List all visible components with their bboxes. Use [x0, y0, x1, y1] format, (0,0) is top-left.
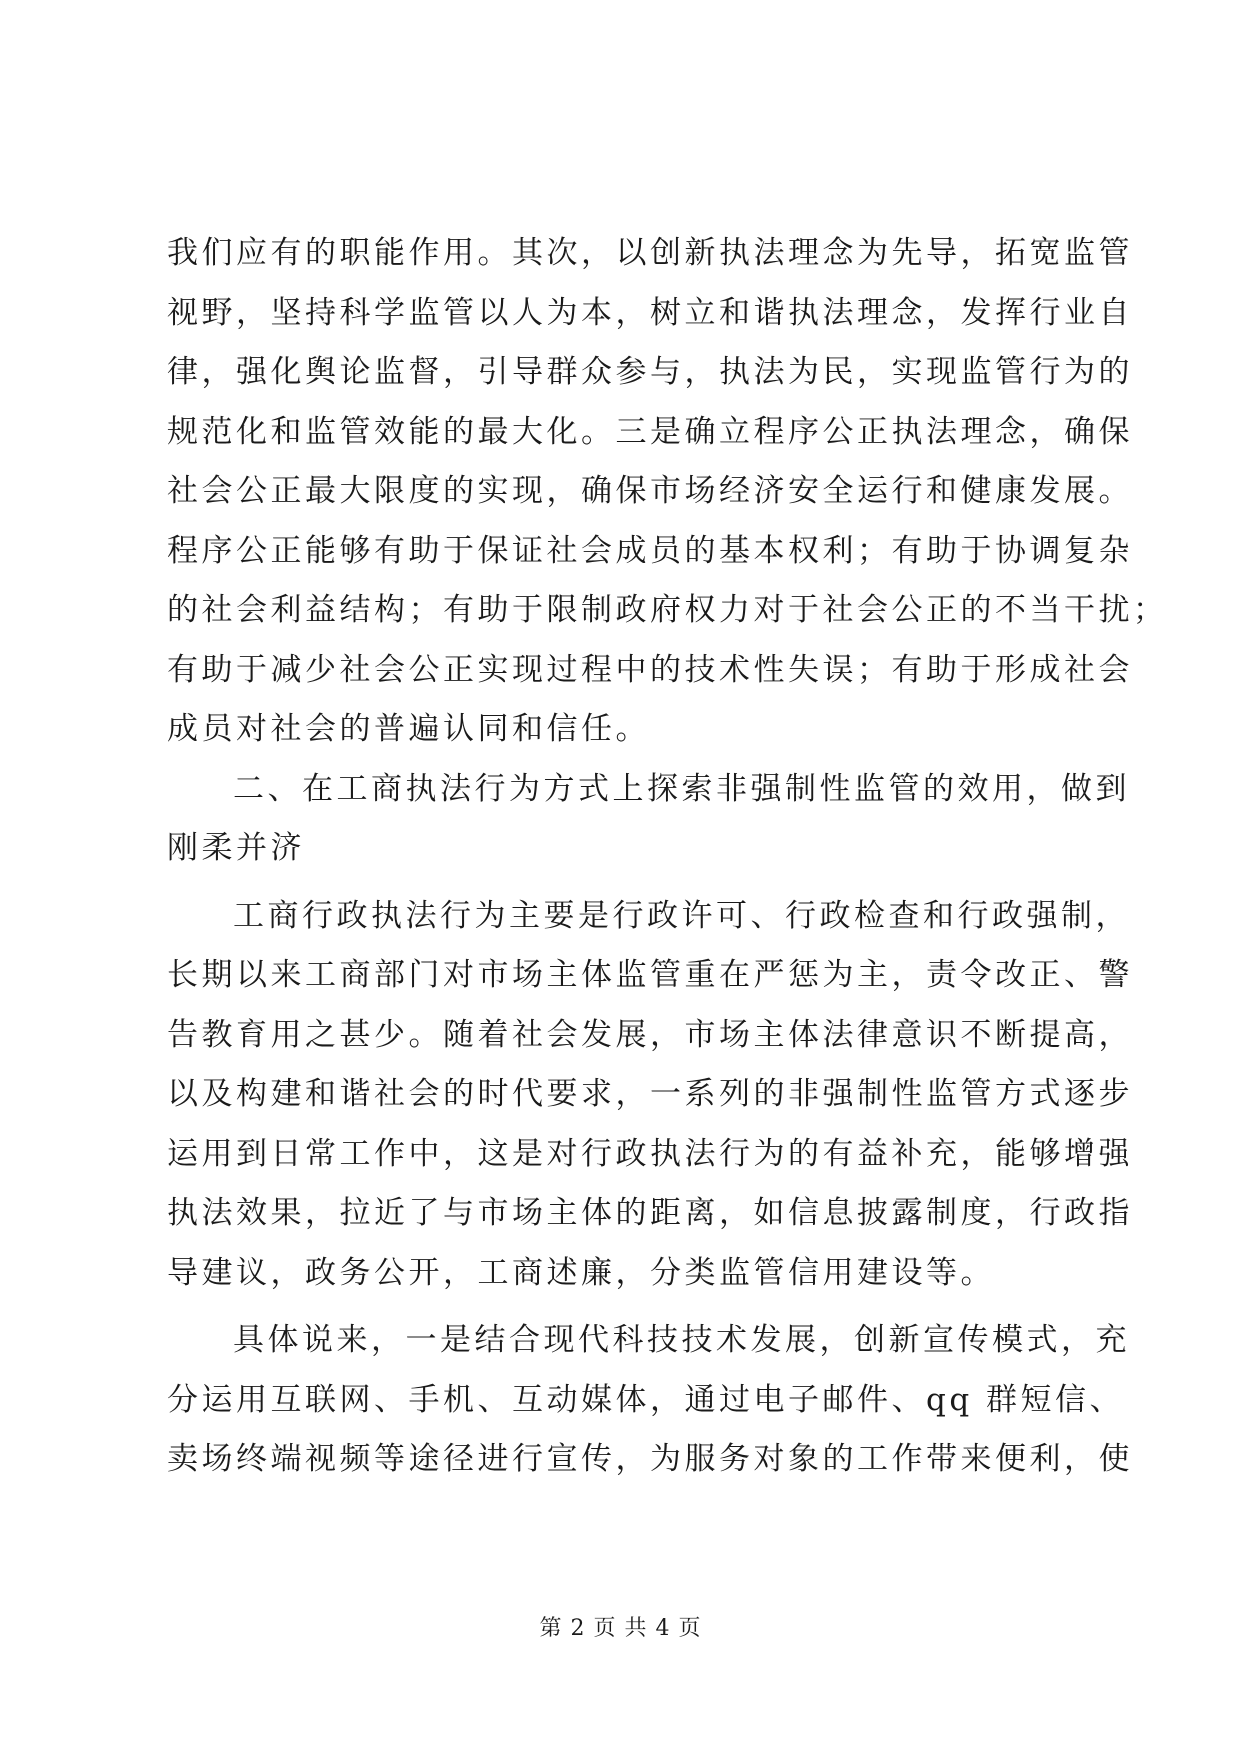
- paragraph-line: 导建议，政务公开，工商述廉，分类监管信用建设等。: [167, 1254, 995, 1291]
- paragraph-line: 以及构建和谐社会的时代要求，一系列的非强制性监管方式逐步: [167, 1076, 1133, 1112]
- paragraph-line: 成员对社会的普遍认同和信任。: [167, 711, 650, 747]
- paragraph-line: 律，强化舆论监督，引导群众参与，执法为民，实现监管行为的: [167, 354, 1133, 390]
- paragraph-line: 程序公正能够有助于保证社会成员的基本权利；有助于协调复杂: [167, 532, 1133, 569]
- document-body: [167, 224, 1168, 1490]
- paragraph-line: 社会公正最大限度的实现，确保市场经济安全运行和健康发展。: [167, 473, 1133, 509]
- paragraph-line: 视野，坚持科学监管以人为本，树立和谐执法理念，发挥行业自: [167, 294, 1133, 331]
- section-heading-line: 刚柔并济: [167, 830, 305, 866]
- section-heading-line: 二、在工商执法行为方式上探索非强制性监管的效用，做到: [233, 770, 1130, 807]
- paragraph-line: 我们应有的职能作用。其次，以创新执法理念为先导，拓宽监管: [167, 235, 1133, 271]
- paragraph-line: 卖场终端视频等途径进行宣传，为服务对象的工作带来便利，使: [167, 1441, 1133, 1477]
- paragraph-line: 有助于减少社会公正实现过程中的技术性失误；有助于形成社会: [167, 651, 1133, 688]
- paragraph-line: 具体说来，一是结合现代科技技术发展，创新宣传模式，充: [233, 1322, 1130, 1358]
- paragraph-line: 告教育用之甚少。随着社会发展，市场主体法律意识不断提高，: [167, 1016, 1133, 1053]
- paragraph-line: 执法效果，拉近了与市场主体的距离，如信息披露制度，行政指: [167, 1195, 1133, 1231]
- paragraph-line: 长期以来工商部门对市场主体监管重在严惩为主，责令改正、警: [167, 957, 1133, 993]
- paragraph-line: 的社会利益结构；有助于限制政府权力对于社会公正的不当干扰；: [167, 592, 1168, 628]
- paragraph-line: 工商行政执法行为主要是行政许可、行政检查和行政强制，: [233, 897, 1130, 934]
- paragraph-line: 运用到日常工作中，这是对行政执法行为的有益补充，能够增强: [167, 1135, 1133, 1172]
- paragraph-line: 规范化和监管效能的最大化。三是确立程序公正执法理念，确保: [167, 413, 1133, 450]
- paragraph-line: 分运用互联网、手机、互动媒体，通过电子邮件、qq 群短信、: [167, 1381, 1125, 1418]
- page-footer: 第 2 页 共 4 页: [539, 1616, 702, 1641]
